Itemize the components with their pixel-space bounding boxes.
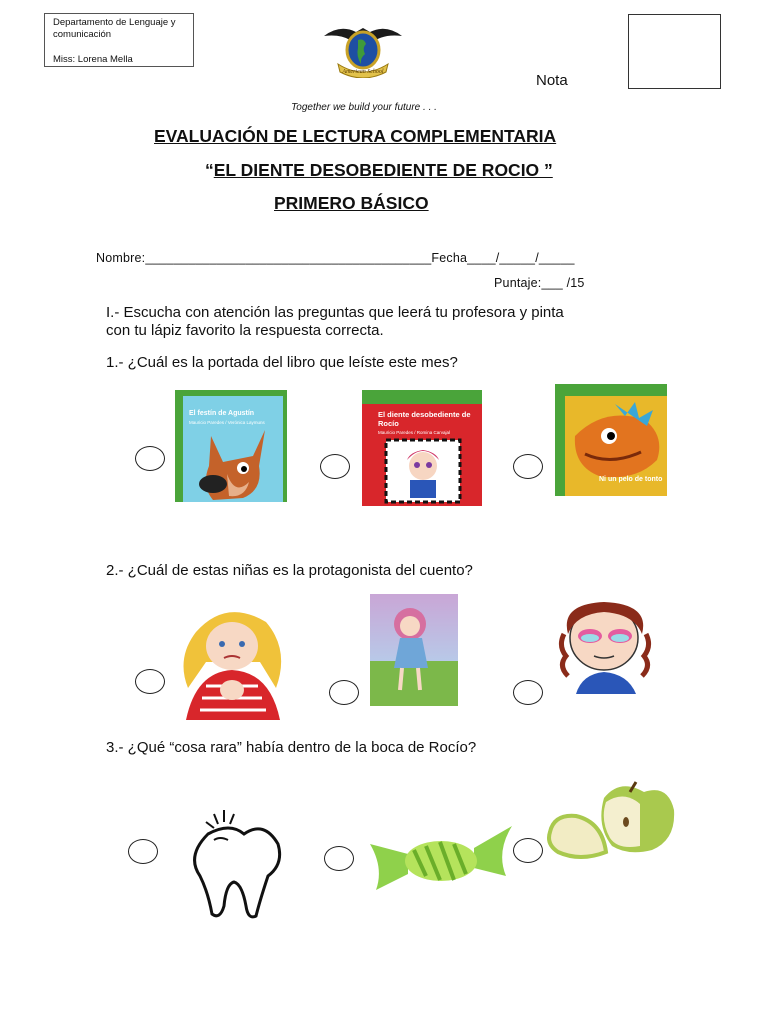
q1-option-2-book-cover <box>362 390 482 506</box>
book-title-text: EL DIENTE DESOBEDIENTE DE ROCIO ” <box>213 160 553 180</box>
instructions-line1: I.- Escucha con atención las preguntas que leerá tu profesora y pinta <box>106 304 564 321</box>
q3-option-2-circle[interactable] <box>324 846 354 871</box>
question-2-text: 2.- ¿Cuál de estas niñas es la protagonista del cuento? <box>106 562 473 579</box>
q2-option-2-girl-meadow <box>370 594 458 706</box>
score-field: Puntaje:___ /15 <box>494 276 585 290</box>
exam-title: EVALUACIÓN DE LECTURA COMPLEMENTARIA <box>154 126 557 146</box>
q1-cover1-authors: Mauricio Paredes / Verónica Laymuns <box>189 420 265 425</box>
q1-cover1-title: El festín de Agustín <box>189 410 255 417</box>
candy-icon <box>366 818 516 898</box>
q2-option-1-blonde-girl <box>166 602 302 720</box>
q1-cover2-authors: Mauricio Paredes / Romina Carvajal <box>378 430 451 435</box>
q1-option-2-circle[interactable] <box>320 454 350 479</box>
q3-option-1-circle[interactable] <box>128 839 158 864</box>
department-line1: Departamento de Lenguaje y <box>53 17 176 28</box>
rocio-illustration <box>384 438 462 504</box>
q2-option-3-curly-girl <box>554 594 660 694</box>
q1-option-3-circle[interactable] <box>513 454 543 479</box>
q1-option-1-book-cover <box>175 390 287 502</box>
instructions-line2: con tu lápiz favorito la respuesta correcta. <box>106 322 384 339</box>
tooth-icon <box>184 810 288 922</box>
name-date-field[interactable]: Nombre:________________________________________Fecha____/_____/_____ <box>96 251 575 265</box>
question-3-text: 3.- ¿Qué “cosa rara” había dentro de la boca de Rocío? <box>106 739 477 756</box>
department-line2: comunicación <box>53 29 112 40</box>
nota-box <box>628 14 721 89</box>
q2-option-1-circle[interactable] <box>135 669 165 694</box>
teacher-name: Miss: Lorena Mella <box>53 54 133 65</box>
grade-title: PRIMERO BÁSICO <box>274 193 429 213</box>
book-title-quote: “ <box>205 160 214 180</box>
school-motto: Together we build your future . . . <box>291 102 437 113</box>
q2-option-3-circle[interactable] <box>513 680 543 705</box>
fox-illustration <box>183 426 287 502</box>
q1-option-3-book-cover <box>555 384 667 496</box>
nota-label: Nota <box>536 72 568 89</box>
svg-text:American School: American School <box>342 69 384 75</box>
q1-option-1-circle[interactable] <box>135 446 165 471</box>
q2-option-2-circle[interactable] <box>329 680 359 705</box>
q3-option-3-circle[interactable] <box>513 838 543 863</box>
book-title <box>205 160 553 181</box>
q1-cover3-title: Ni un pelo de tonto <box>599 476 663 483</box>
question-1-text: 1.- ¿Cuál es la portada del libro que leíste este mes? <box>106 354 458 371</box>
department-box <box>44 13 194 67</box>
school-logo <box>320 18 406 78</box>
q1-cover2-title: El diente desobediente de Rocío <box>378 410 471 428</box>
apple-icon <box>544 780 678 862</box>
